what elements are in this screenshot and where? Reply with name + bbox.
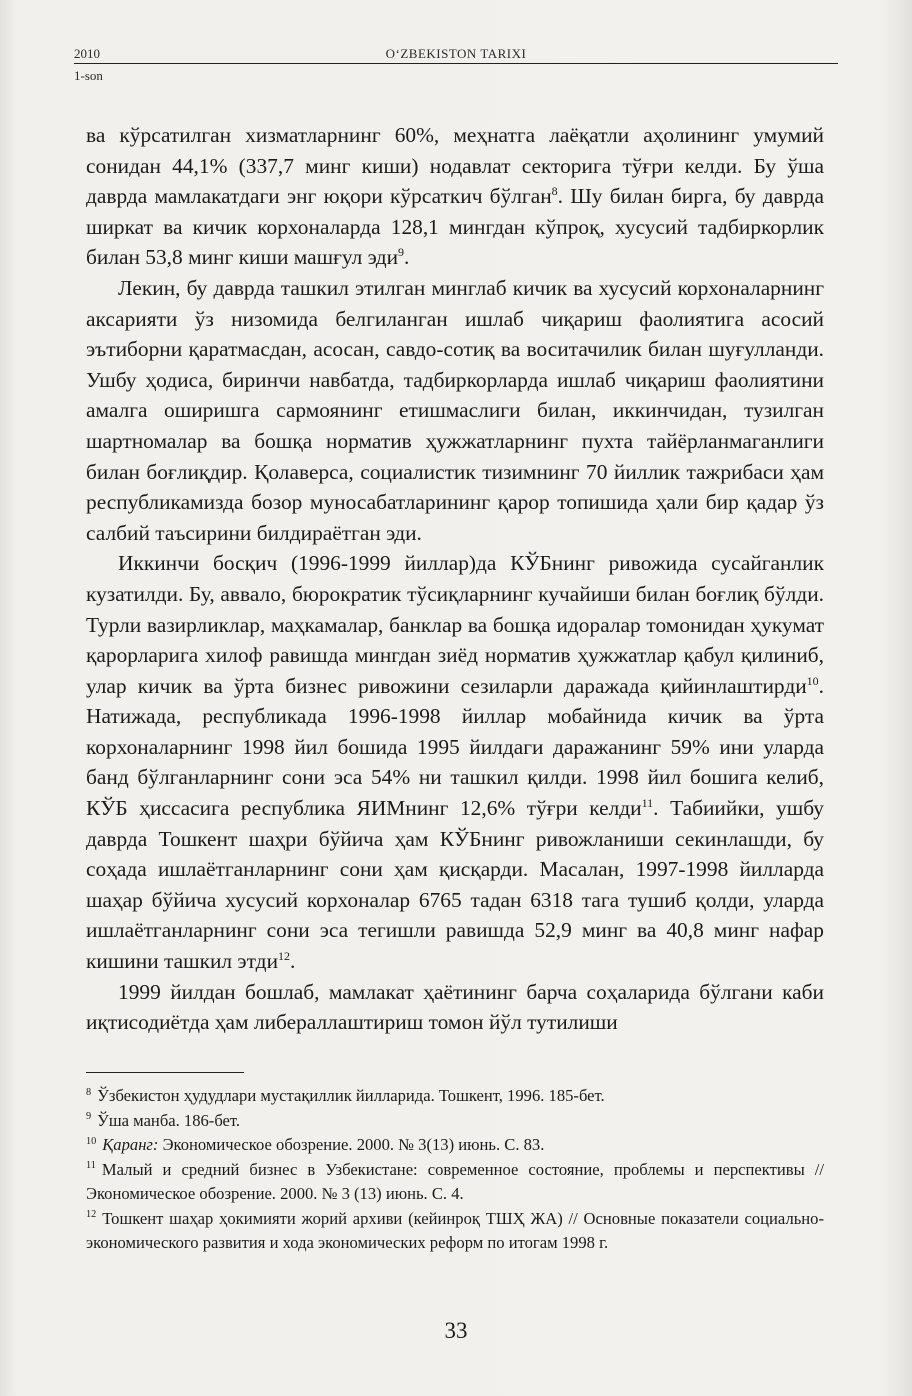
footnote-11	[86, 1158, 824, 1207]
footnote-12	[86, 1207, 824, 1256]
footnotes	[86, 1084, 824, 1256]
page-number: 33	[444, 1318, 468, 1343]
footnote-text: Малый и средний бизнес в Узбекистане: современное состояние, проблемы и перспективы // Экономическое обозрение. 2000. № 3 (13) июнь. С. 4.	[86, 1159, 824, 1203]
paragraph-text: .	[289, 949, 296, 974]
footnote-ref-10: 10	[806, 673, 819, 688]
running-header	[74, 46, 838, 86]
paragraph-1	[86, 120, 824, 273]
footnote-number: 8	[86, 1086, 92, 1098]
paragraph-2	[86, 273, 824, 548]
footnote-ref-12: 12	[278, 949, 290, 964]
paragraph-text: . Шу билан бирга, бу даврда ширкат ва кичик корхоналарда 128,1 мингдан кўпроқ, хусусий тадбиркорлик билан 53,8 минг киши машғул эди	[86, 184, 824, 270]
paragraph-text: .	[404, 245, 410, 270]
footnote-italic: Қаранг:	[102, 1135, 159, 1154]
footnote-text: Ўша манба. 186-бет.	[97, 1110, 241, 1130]
header-journal-title: O‘ZBEKISTON TARIXI	[385, 46, 527, 61]
footnote-text: Экономическое обозрение. 2000. № 3(13) июнь. С. 83.	[158, 1135, 545, 1154]
paragraph-text: ва кўрсатилган хизматларнинг 60%, меҳнатга лаёқатли аҳолининг умумий сонидан 44,1% (337,7 минг киши) нодавлат секторига тўғри келди. Бу ўша даврда мамлакатдаги энг юқори кўрсаткич бўлган	[86, 123, 824, 209]
header-rule	[74, 63, 838, 64]
paragraph-4	[86, 977, 824, 1038]
footnote-number: 9	[86, 1111, 92, 1123]
footnote-number: 10	[86, 1135, 97, 1147]
article-body	[86, 120, 824, 1038]
paragraph-text: . Табиийки, ушбу даврда Тошкент шаҳри бўйича ҳам КЎБнинг ривожланиши секинлашди, бу соҳада ишлаётганларнинг сони ҳам қисқарди. Масалан, 1997-1998 йилларда шаҳар бўйича хусусий корхоналар 6765 тадан 6318 тага тушиб қолди, уларда ишлаётганларнинг сони эса тегишли равишда 52,9 минг ва 40,8 минг нафар кишини ташкил этди	[86, 796, 824, 974]
footnote-text: Ўзбекистон ҳудудлари мустақиллик йилларида. Тошкент, 1996. 185-бет.	[97, 1086, 605, 1105]
paragraph-text: . Натижада, республикада 1996-1998 йиллар мобайнида кичик ва ўрта корхоналарнинг 1998 йил бошида 1995 йилдаги даражанинг 59% ини уларда банд бўлганларнинг сони эса 54% ни ташкил қилди. 1998 йил бошига келиб, КЎБ ҳиссасига республика ЯИМнинг 12,6% тўғри келди	[86, 673, 824, 821]
footnote-text: Тошкент шаҳар ҳокимияти жорий архиви (кейинроқ ТШҲ ЖА) // Основные показатели социально-экономического развития и хода экономических реформ по итогам 1998 г.	[86, 1208, 824, 1252]
footnote-number: 11	[86, 1160, 96, 1172]
footnote-10	[86, 1133, 824, 1158]
footnote-9	[86, 1109, 824, 1134]
paragraph-text: Иккинчи босқич (1996-1999 йиллар)да КЎБнинг ривожида сусайганлик кузатилди. Бу, аввало, бюрократик тўсиқларнинг кучайиши билан боғлиқ бўлди. Турли вазирликлар, маҳкамалар, банклар ва бошқа идоралар томонидан ҳукумат қарорларига хилоф равишда мингдан зиёд норматив ҳужжатлар қабул қилиниб, улар кичик ва ўрта бизнес ривожини сезиларли даражада қийинлаштирди	[86, 551, 824, 698]
header-year: 2010	[74, 46, 100, 61]
header-issue: 1-son	[74, 68, 103, 83]
footnote-8	[86, 1084, 824, 1109]
footnote-ref-11: 11	[641, 796, 654, 811]
footnote-ref-8: 8	[551, 184, 558, 199]
footnote-number: 12	[86, 1209, 97, 1221]
footnote-separator	[86, 1072, 244, 1073]
paragraph-text: 1999 йилдан бошлаб, мамлакат ҳаётининг барча соҳаларида бўлгани каби иқтисодиётда ҳам либераллаштириш томон йўл тутилиши	[86, 979, 824, 1035]
footnote-ref-9: 9	[398, 245, 405, 260]
paragraph-text: Лекин, бу даврда ташкил этилган минглаб кичик ва хусусий корхоналарнинг аксарияти ўз низомида белгиланган ишлаб чиқариш фаолиятига асосий эътиборни қаратмасдан, асосан, савдо-сотиқ ва воситачилик билан шуғулланди. Ушбу ҳодиса, биринчи навбатда, тадбиркорларда ишлаб чиқариш фаолиятини амалга оширишга сармоянинг етишмаслиги билан, иккинчидан, тузилган шартномалар ва бошқа норматив ҳужжатларнинг пухта тайёрланмаганлиги билан боғлиқдир. Қолаверса, социалистик тизимнинг 70 йиллик тажрибаси ҳам республикамизда бозор муносабатларининг қарор топишида ҳали бир қадар ўз салбий таъсирини билдираётган эди.	[86, 275, 824, 545]
paragraph-3	[86, 548, 824, 976]
